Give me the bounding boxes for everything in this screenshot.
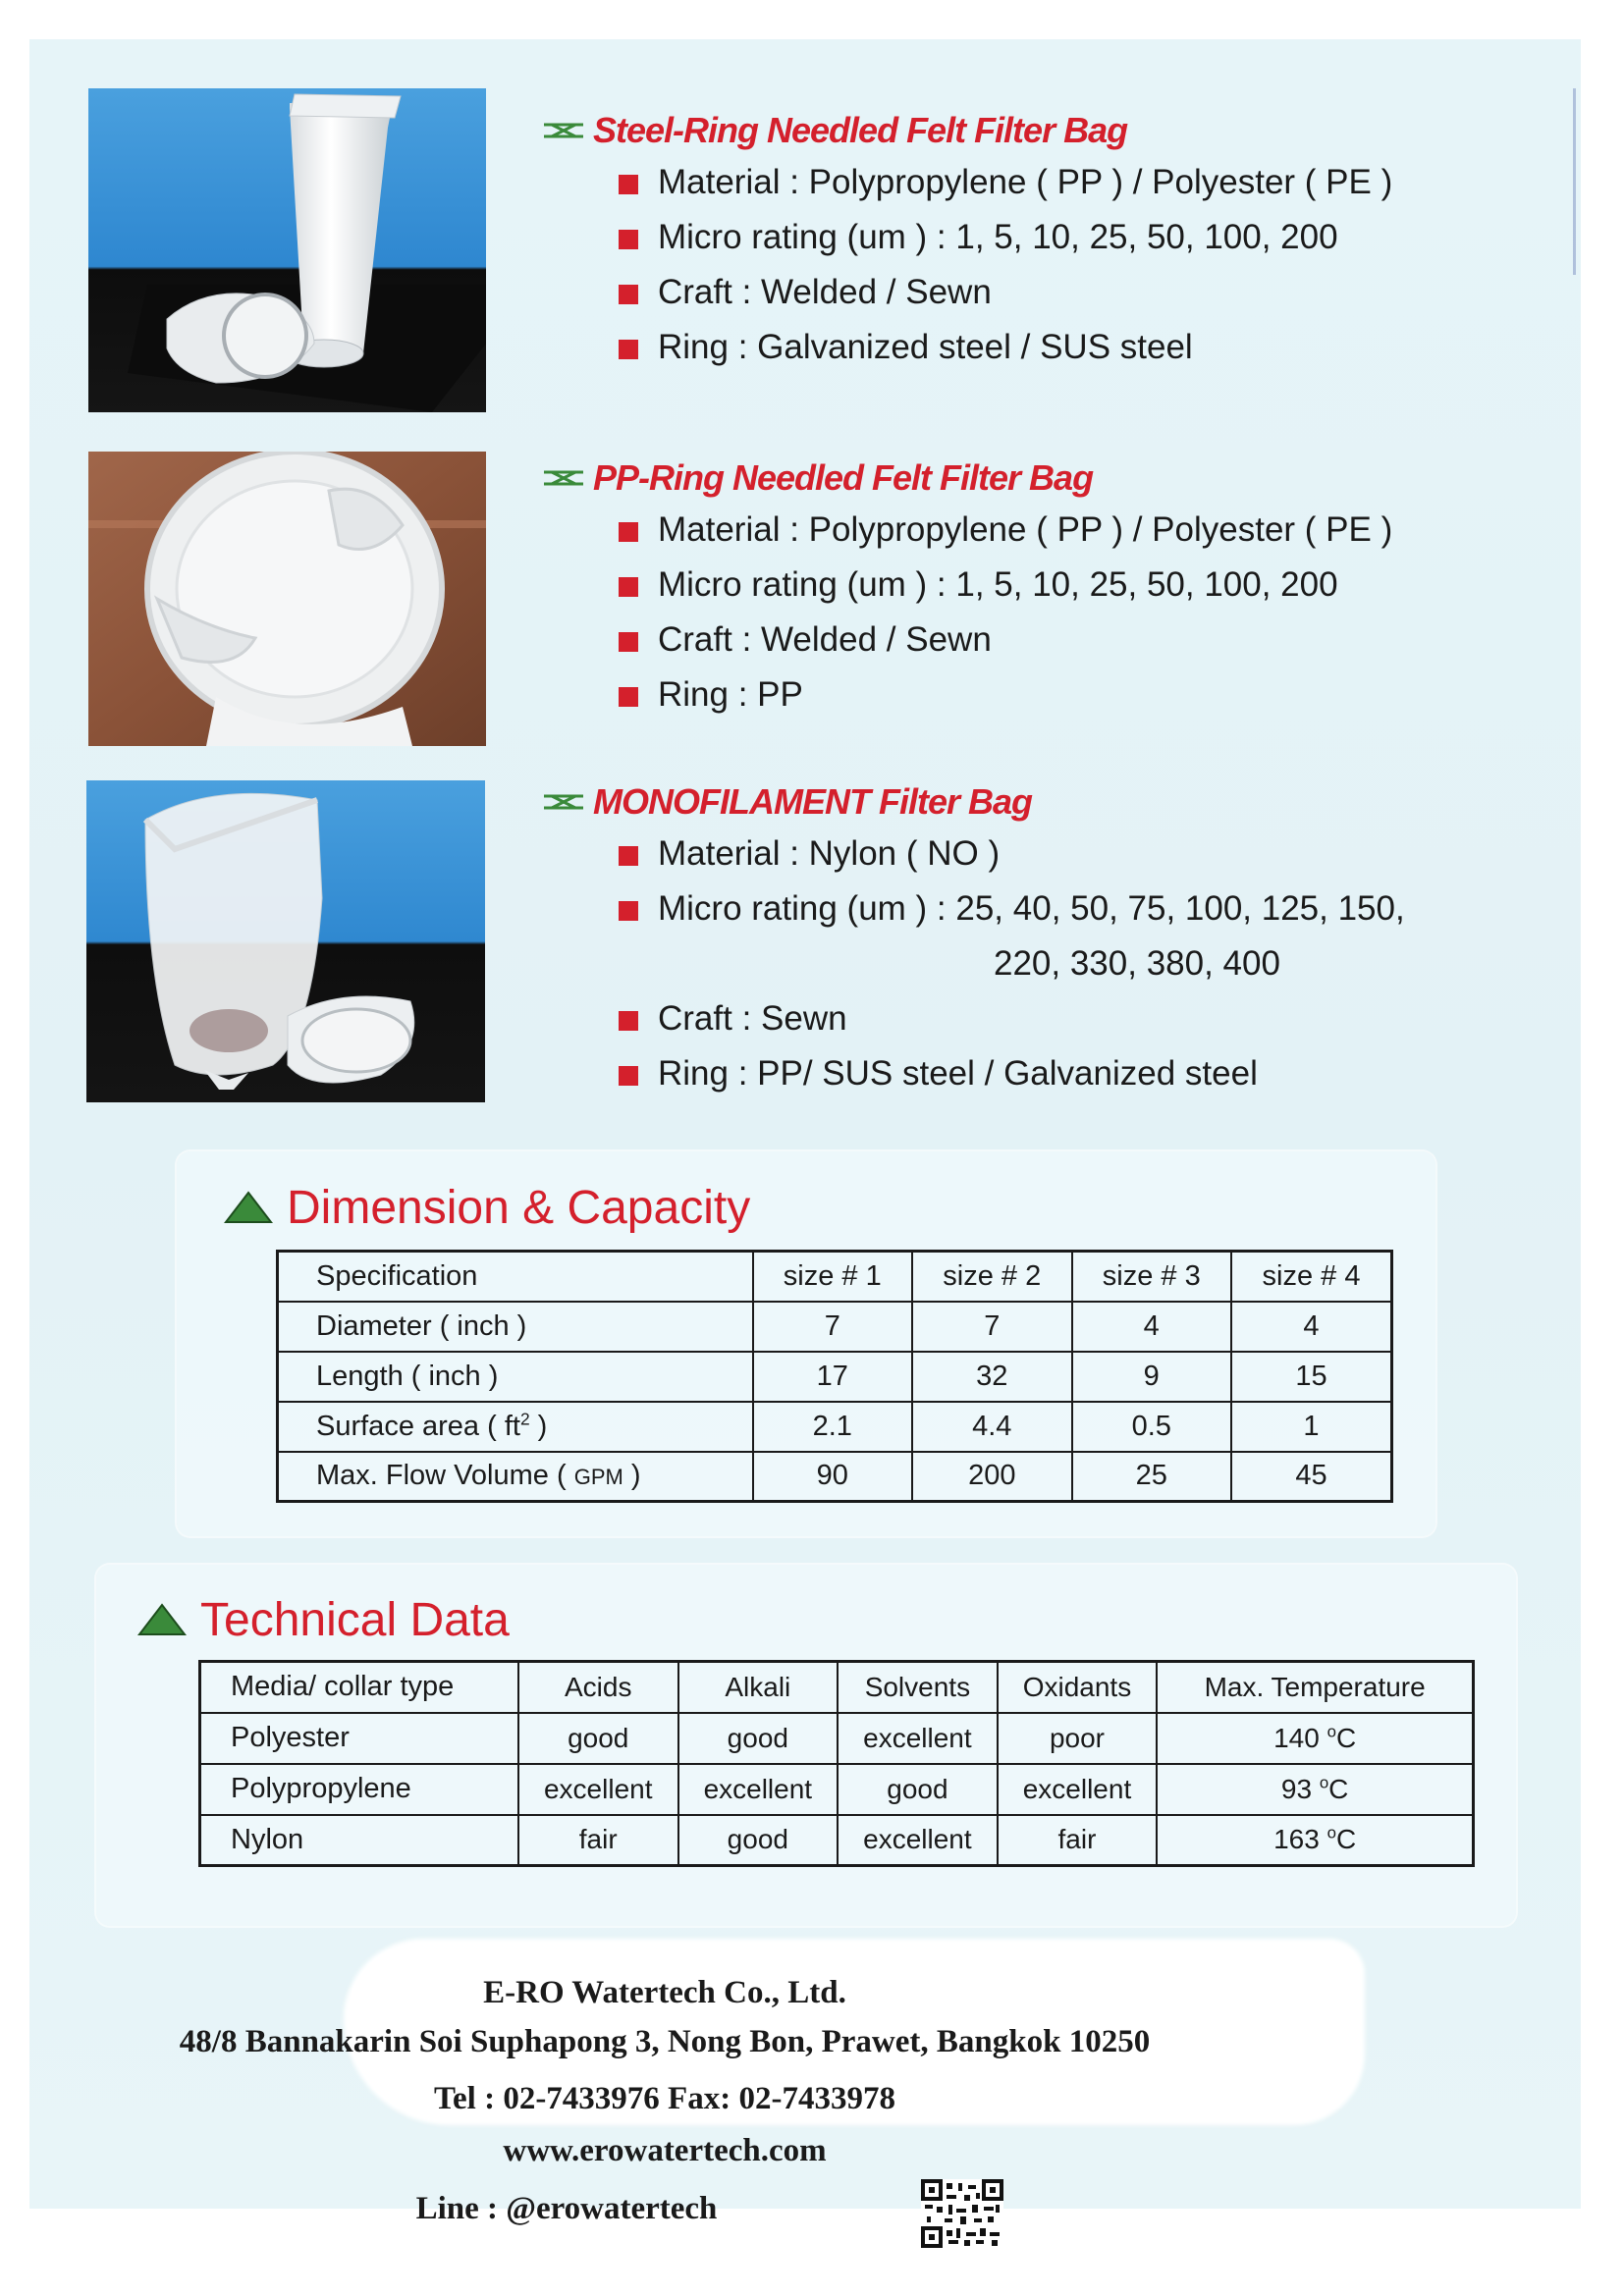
table-cell: good: [518, 1713, 678, 1764]
spec-ring: [542, 667, 1392, 722]
table-cell-temperature: [1157, 1713, 1473, 1764]
spec-micro-rating-continued: 220, 330, 380, 400: [994, 944, 1280, 983]
table-cell: 4: [1231, 1302, 1392, 1352]
table-cell: 45: [1231, 1452, 1392, 1502]
square-bullet-icon: [619, 577, 638, 597]
table-cell: poor: [998, 1713, 1158, 1764]
table-cell: 4: [1072, 1302, 1231, 1352]
spec-text: Micro rating (um ) : 1, 5, 10, 25, 50, 100, 200: [658, 565, 1338, 604]
spec-material: [542, 827, 1405, 881]
square-bullet-icon: [619, 1011, 638, 1031]
table-cell: 15: [1231, 1352, 1392, 1402]
square-bullet-icon: [619, 175, 638, 194]
table-cell: 4.4: [912, 1402, 1071, 1452]
temp-unit: C: [1328, 1773, 1349, 1804]
row-label: Length ( inch ): [278, 1352, 753, 1402]
square-bullet-icon: [619, 846, 638, 866]
triangle-icon: [137, 1603, 187, 1636]
spec-micro-rating: [542, 210, 1392, 265]
spec-ring: [542, 320, 1392, 375]
table-cell: 90: [753, 1452, 912, 1502]
table-cell: 25: [1072, 1452, 1231, 1502]
product-title-text: Steel-Ring Needled Felt Filter Bag: [593, 110, 1128, 150]
table-cell: 9: [1072, 1352, 1231, 1402]
table-cell: 7: [753, 1302, 912, 1352]
row-label: Diameter ( inch ): [278, 1302, 753, 1352]
dna-icon: [542, 121, 585, 140]
table-cell: good: [678, 1713, 839, 1764]
company-website[interactable]: www.erowatertech.com: [503, 2133, 827, 2168]
spec-craft: [542, 265, 1392, 320]
table-cell: good: [838, 1764, 998, 1815]
table-cell: excellent: [518, 1764, 678, 1815]
spec-ring: [542, 1046, 1405, 1101]
square-bullet-icon: [619, 632, 638, 652]
product-title-text: MONOFILAMENT Filter Bag: [593, 781, 1032, 822]
table-header: size # 1: [753, 1252, 912, 1302]
spec-text: Ring : PP/ SUS steel / Galvanized steel: [658, 1054, 1258, 1093]
table-cell-temperature: [1157, 1764, 1473, 1815]
table-cell: excellent: [678, 1764, 839, 1815]
company-name: E-RO Watertech Co., Ltd.: [483, 1975, 846, 2010]
square-bullet-icon: [619, 1066, 638, 1086]
square-bullet-icon: [619, 522, 638, 542]
row-label-text: Surface area ( ft: [316, 1410, 520, 1442]
spec-text: Ring : PP: [658, 675, 803, 714]
table-header: Max. Temperature: [1157, 1662, 1473, 1713]
technical-section-title: [137, 1590, 510, 1649]
table-header: size # 3: [1072, 1252, 1231, 1302]
degree-sign: o: [1326, 1722, 1336, 1741]
company-address: 48/8 Bannakarin Soi Suphapong 3, Nong Bon, Prawet, Bangkok 10250: [179, 2024, 1151, 2059]
degree-sign: o: [1319, 1773, 1329, 1792]
spec-text: Material : Polypropylene ( PP ) / Polyester ( PE ): [658, 163, 1393, 201]
company-line-id: Line : @erowatertech: [415, 2191, 718, 2226]
temp-unit: C: [1335, 1824, 1357, 1855]
square-bullet-icon: [619, 230, 638, 249]
degree-sign: o: [1326, 1823, 1336, 1842]
spec-text: Craft : Sewn: [658, 999, 847, 1038]
steel-ring-filter-bag-photo: [88, 88, 486, 412]
dna-icon: [542, 468, 585, 488]
spec-material: [542, 155, 1392, 210]
table-cell: excellent: [838, 1815, 998, 1866]
table-header-row: [200, 1662, 1474, 1713]
temp-value: 163: [1273, 1824, 1320, 1855]
table-cell: 2.1: [753, 1402, 912, 1452]
product-title: [542, 454, 1392, 503]
spec-craft: [542, 613, 1392, 667]
table-header: Alkali: [678, 1662, 839, 1713]
dimension-section-title: [224, 1178, 750, 1237]
table-header: Acids: [518, 1662, 678, 1713]
row-label-text: Max. Flow Volume (: [316, 1460, 567, 1492]
company-phone: Tel : 02-7433976 Fax: 02-7433978: [434, 2081, 895, 2116]
table-cell: 200: [912, 1452, 1071, 1502]
square-bullet-icon: [619, 285, 638, 304]
row-label-suffix: ): [529, 1410, 548, 1442]
table-row: [278, 1402, 1392, 1452]
spec-text: Micro rating (um ) : 25, 40, 50, 75, 100, 125, 150,: [658, 889, 1405, 928]
pp-ring-filter-bag-photo: [88, 452, 486, 746]
spec-text: Craft : Welded / Sewn: [658, 273, 992, 311]
table-cell: good: [678, 1815, 839, 1866]
spec-text: Craft : Welded / Sewn: [658, 620, 992, 659]
row-label: [278, 1402, 753, 1452]
product-monofilament: [542, 777, 1405, 1101]
table-header: Oxidants: [998, 1662, 1158, 1713]
monofilament-filter-bag-photo: [86, 780, 485, 1102]
table-cell-temperature: [1157, 1815, 1473, 1866]
table-header: Solvents: [838, 1662, 998, 1713]
row-label: [278, 1452, 753, 1502]
table-cell: fair: [518, 1815, 678, 1866]
temp-value: 140: [1273, 1722, 1320, 1753]
table-cell: 1: [1231, 1402, 1392, 1452]
row-label: Polypropylene: [200, 1764, 518, 1815]
table-row: [278, 1302, 1392, 1352]
technical-table: [198, 1660, 1475, 1867]
section-title-text: Dimension & Capacity: [287, 1181, 751, 1234]
spec-craft: [542, 991, 1405, 1046]
spec-text: Micro rating (um ) : 1, 5, 10, 25, 50, 100, 200: [658, 218, 1338, 256]
table-cell: excellent: [998, 1764, 1158, 1815]
square-bullet-icon: [619, 901, 638, 921]
table-row: [200, 1815, 1474, 1866]
spec-material: [542, 503, 1392, 558]
row-label: Nylon: [200, 1815, 518, 1866]
table-cell: fair: [998, 1815, 1158, 1866]
edge-line: [1573, 88, 1576, 275]
temp-value: 93: [1280, 1773, 1313, 1804]
product-title: [542, 777, 1405, 827]
unit-text: GPM: [573, 1465, 623, 1490]
spec-text: Ring : Galvanized steel / SUS steel: [658, 328, 1193, 366]
dimension-table: [276, 1250, 1393, 1503]
superscript: 2: [519, 1408, 530, 1428]
spec-text: Material : Nylon ( NO ): [658, 834, 1001, 873]
table-cell: 7: [912, 1302, 1071, 1352]
table-header: size # 2: [912, 1252, 1071, 1302]
triangle-icon: [224, 1191, 273, 1224]
row-label: Polyester: [200, 1713, 518, 1764]
spec-text: Material : Polypropylene ( PP ) / Polyester ( PE ): [658, 510, 1393, 549]
table-row: [200, 1713, 1474, 1764]
dna-icon: [542, 792, 585, 812]
temp-unit: C: [1335, 1722, 1357, 1753]
product-steel-ring: [542, 106, 1392, 375]
table-row: [200, 1764, 1474, 1815]
table-cell: excellent: [838, 1713, 998, 1764]
square-bullet-icon: [619, 340, 638, 359]
row-label-suffix: ): [623, 1460, 641, 1492]
product-pp-ring: [542, 454, 1392, 722]
table-cell: 17: [753, 1352, 912, 1402]
table-row: [278, 1352, 1392, 1402]
table-cell: 32: [912, 1352, 1071, 1402]
spec-micro-rating: [542, 558, 1392, 613]
table-header: size # 4: [1231, 1252, 1392, 1302]
table-header: Specification: [278, 1252, 753, 1302]
product-title-text: PP-Ring Needled Felt Filter Bag: [593, 457, 1094, 498]
product-title: [542, 106, 1392, 155]
qr-code-icon[interactable]: [921, 2179, 1003, 2248]
square-bullet-icon: [619, 687, 638, 707]
table-header-row: [278, 1252, 1392, 1302]
spec-micro-rating: [542, 881, 1405, 936]
section-title-text: Technical Data: [200, 1593, 510, 1646]
table-header: Media/ collar type: [200, 1662, 518, 1713]
table-cell: 0.5: [1072, 1402, 1231, 1452]
table-row: [278, 1452, 1392, 1502]
